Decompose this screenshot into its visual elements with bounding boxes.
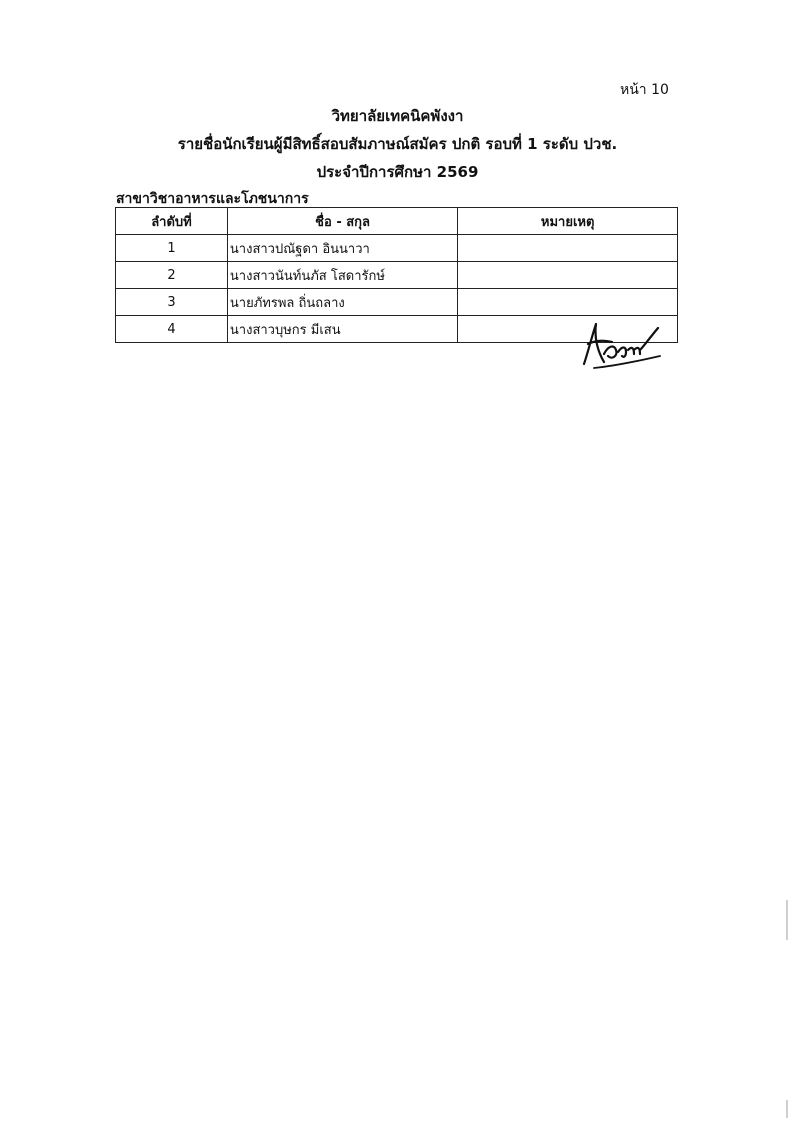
table-header-row <box>116 208 678 235</box>
row-seq: 3 <box>116 289 228 316</box>
row-name: นายภัทรพล ถิ่นถลาง <box>227 289 457 316</box>
row-name: นางสาวนันท์นภัส โสดารักษ์ <box>227 262 457 289</box>
column-header-note: หมายเหตุ <box>458 208 678 235</box>
row-seq: 1 <box>116 235 228 262</box>
column-header-seq: ลำดับที่ <box>116 208 228 235</box>
row-seq: 2 <box>116 262 228 289</box>
scan-edge-mark <box>786 1100 788 1118</box>
row-note <box>458 289 678 316</box>
row-seq: 4 <box>116 316 228 343</box>
table-row <box>116 235 678 262</box>
document-title: รายชื่อนักเรียนผู้มีสิทธิ์สอบสัมภาษณ์สมัคร ปกติ รอบที่ 1 ระดับ ปวช. <box>177 135 618 153</box>
row-name: นางสาวบุษกร มีเสน <box>227 316 457 343</box>
handwritten-signature <box>574 318 670 370</box>
row-note <box>458 235 678 262</box>
row-name: นางสาวปณัฐดา อินนาวา <box>227 235 457 262</box>
department-name: สาขาวิชาอาหารและโภชนาการ <box>116 191 309 207</box>
row-note <box>458 262 678 289</box>
academic-year: ประจำปีการศึกษา 2569 <box>316 163 479 181</box>
table-row <box>116 262 678 289</box>
page-number: หน้า 10 <box>620 82 669 98</box>
scan-edge-mark <box>786 900 788 940</box>
column-header-name: ชื่อ - สกุล <box>227 208 457 235</box>
institution-name: วิทยาลัยเทคนิคพังงา <box>331 107 464 125</box>
table-row <box>116 289 678 316</box>
